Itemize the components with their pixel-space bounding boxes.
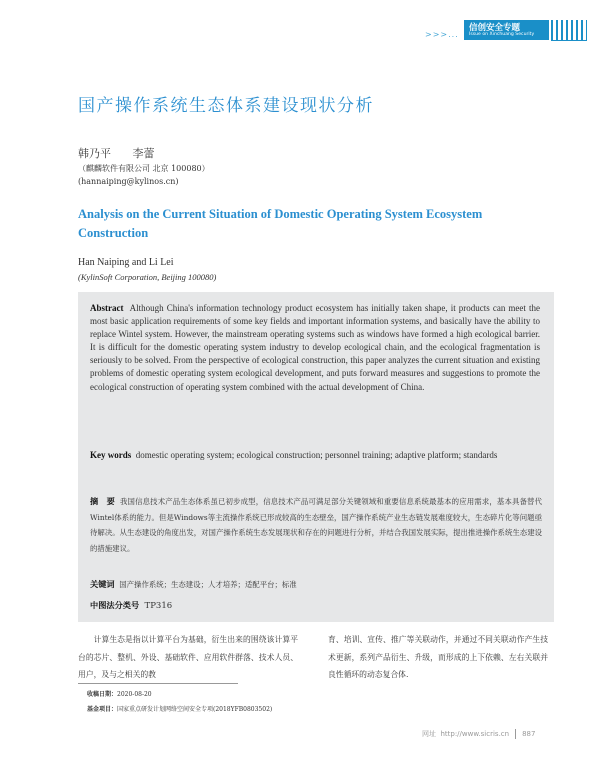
clc-label: 中图法分类号 [90, 600, 140, 610]
page-footer [422, 729, 535, 739]
clc-number [90, 600, 172, 611]
authors-en: Han Naiping and Li Lei [78, 257, 174, 268]
body-column-1: 计算生态是指以计算平台为基础，衍生出来的围绕该计算平台的芯片、整机、外设、基础软件、应用软件群落、技术人员、用户，及与之相关的教 [78, 635, 298, 679]
abstract-en-text: Although China's information technology product ecosystem has initially taken shape, it products can meet the most basic application requirements of some key fields and important information systems, and basically have the ability to replace Wintel system. However, the mainstream operating systems such as windows have formed a high ecological barrier. It is difficult for the domestic operating system industry to develop ecological chain, and the ecological fragmentation is seriously to be solved. From the perspective of ecological construction, this paper analyzes the current situation and existing problems of domestic operating system ecological development, and puts forward measures and suggestions to promote the ecological construction of operating system combined with the actual development of China. [90, 303, 540, 392]
header-arrows: >>>... [425, 30, 459, 39]
received-date: 2020-08-20 [117, 691, 152, 698]
section-title-cn: 信创安全专题 [469, 23, 521, 33]
section-title-en: Issue on Xinchuang Security [469, 32, 535, 37]
authors-cn: 韩乃平 李蕾 [78, 147, 155, 160]
keywords-en [90, 449, 540, 463]
keywords-cn [90, 579, 542, 590]
abstract-en [90, 302, 540, 394]
clc-value: TP316 [144, 601, 173, 611]
header-rule [551, 40, 587, 41]
fund-text: 国家重点研发计划网络空间安全专项(2018YFB0803502) [117, 706, 273, 713]
footer-url[interactable]: http://www.sicris.cn [440, 730, 510, 738]
abstract-cn-label: 摘 要 [90, 496, 116, 506]
section-tab [464, 20, 549, 40]
author-email: (hannaiping@kylinos.cn) [78, 177, 179, 186]
keywords-en-text: domestic operating system; ecological construction; personnel training; adaptive platform; standards [135, 450, 498, 460]
footnote-fund [87, 704, 272, 713]
abstract-cn-text: 我国信息技术产品生态体系虽已初步成型，信息技术产品可满足部分关键领域和重要信息系统最基本的应用需求，基本具备替代Wintel体系的能力。但是Windows等主流操作系统已形成较高的生态壁垒，国产操作系统产业生态链发展难度较大，生态碎片化等问题亟待解决。从生态建设的角度出发，对国产操作系统生态发展现状和存在的问题进行分析，并结合我国发展实际，提出推进操作系统生态建设的措施建议。 [90, 497, 542, 553]
affiliation-cn: （麒麟软件有限公司 北京 100080） [78, 164, 210, 173]
abstract-en-label: Abstract [90, 303, 124, 313]
keywords-cn-label: 关键词 [90, 579, 115, 589]
affiliation-en: (KylinSoft Corporation, Beijing 100080) [78, 272, 217, 282]
abstract-cn [90, 494, 542, 556]
footer-site-label: 网址 [422, 730, 436, 738]
keywords-en-label: Key words [90, 450, 132, 460]
page-number: 887 [522, 730, 536, 738]
keywords-cn-text: 国产操作系统；生态建设；人才培养；适配平台；标准 [119, 580, 297, 589]
received-label: 收稿日期： [87, 691, 118, 698]
paper-title-cn: 国产操作系统生态体系建设现状分析 [78, 96, 374, 116]
footnote-received [87, 689, 152, 698]
header-stripes [551, 20, 587, 40]
fund-label: 基金项目： [87, 706, 118, 713]
footer-separator [515, 729, 516, 739]
body-column-2: 育、培训、宣传、推广等关联动作，并通过不同关联动作产生技术更新，系列产品衍生、升级，而形成的上下依赖、左右关联并良性循环的动态复合体. [328, 635, 548, 679]
paper-title-en: Analysis on the Current Situation of Domestic Operating System Ecosystem Construction [78, 207, 483, 240]
footnote-rule [78, 683, 238, 684]
